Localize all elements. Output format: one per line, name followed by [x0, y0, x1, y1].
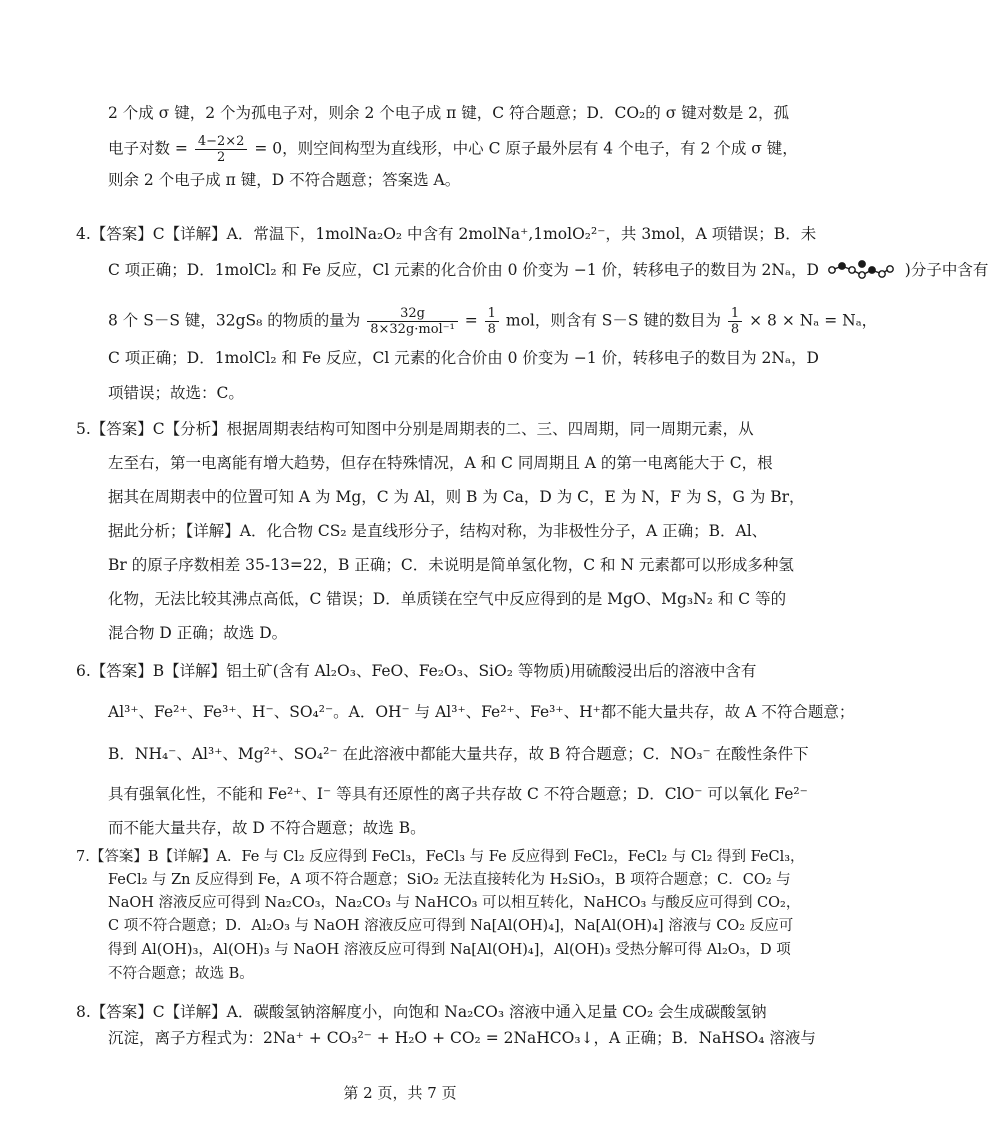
text-line: NaOH 溶液反应可得到 Na₂CO₃，Na₂CO₃ 与 NaHCO₃ 可以相互转化，NaHCO₃ 与酸反应可得到 CO₂， [108, 895, 801, 911]
fraction-denominator: 8 [487, 322, 496, 337]
text-segment: = 0，则空间构型为直线形，中心 C 原子最外层有 4 个电子，有 2 个成 σ 键， [254, 139, 798, 158]
text-line: 具有强氧化性，不能和 Fe²⁺、I⁻ 等具有还原性的离子共存故 C 不符合题意；D．ClO⁻ 可以氧化 Fe²⁻ [108, 785, 808, 803]
fraction-numerator: 4−2×2 [195, 134, 248, 150]
text-line: 混合物 D 正确；故选 D。 [108, 624, 288, 642]
text-line: 据其在周期表中的位置可知 A 为 Mg，C 为 Al，则 B 为 Ca，D 为 C，E 为 N，F 为 S，G 为 Br， [108, 488, 805, 506]
text-line: 4.【答案】C【详解】A．常温下，1molNa₂O₂ 中含有 2molNa⁺,1molO₂²⁻，共 3mol，A 项错误；B．未 [76, 225, 817, 243]
fraction [728, 306, 742, 337]
text-segment: C 项正确；D．1molCl₂ 和 Fe 反应，Cl 元素的化合价由 0 价变为 −1 价，转移电子的数目为 2Nₐ，D [108, 261, 819, 279]
text-line: Al³⁺、Fe²⁺、Fe³⁺、H⁻、SO₄²⁻。A．OH⁻ 与 Al³⁺、Fe²⁺、Fe³⁺、H⁺都不能大量共存，故 A 不符合题意； [108, 703, 855, 721]
text-line: 化物，无法比较其沸点高低，C 错误；D．单质镁在空气中反应得到的是 MgO、Mg₃N₂ 和 C 等的 [108, 590, 787, 608]
text-line: FeCl₂ 与 Zn 反应得到 Fe，A 项不符合题意；SiO₂ 无法直接转化为 H₂SiO₃，B 项符合题意；C．CO₂ 与 [108, 872, 791, 888]
text-line: C 项正确；D．1molCl₂ 和 Fe 反应，Cl 元素的化合价由 0 价变为 −1 价，转移电子的数目为 2Nₐ，D [108, 349, 819, 367]
text-line [0, 306, 878, 337]
fraction-numerator: 1 [728, 306, 742, 322]
fraction [485, 306, 499, 337]
text-line: 不符合题意；故选 B。 [108, 966, 254, 982]
text-line: 得到 Al(OH)₃，Al(OH)₃ 与 NaOH 溶液反应可得到 Na[Al(OH)₄]，Al(OH)₃ 受热分解可得 Al₂O₃，D 项 [108, 942, 791, 958]
text-line: B．NH₄⁻、Al³⁺、Mg²⁺、SO₄²⁻ 在此溶液中都能大量共存，故 B 符合题意；C．NO₃⁻ 在酸性条件下 [108, 745, 809, 763]
text-segment: 电子对数 = [108, 139, 193, 158]
fraction [367, 306, 458, 337]
text-line: Br 的原子序数相差 35-13=22，B 正确；C．未说明是简单氢化物，C 和 N 元素都可以形成多种氢 [108, 556, 794, 574]
page-footer: 第 2 页，共 7 页 [343, 1084, 457, 1102]
text-segment: 8 个 S－S 键，32gS₈ 的物质的量为 [108, 311, 361, 330]
text-line: 项错误；故选：C。 [108, 384, 244, 402]
text-line: 8.【答案】C【详解】A．碳酸氢钠溶解度小，向饱和 Na₂CO₃ 溶液中通入足量 CO₂ 会生成碳酸氢钠 [76, 1003, 767, 1021]
text-line: 左至右，第一电离能有增大趋势，但存在特殊情况，A 和 C 同周期且 A 的第一电离能大于 C，根 [108, 454, 773, 472]
text-segment: = [464, 311, 478, 330]
text-line: 2 个成 σ 键，2 个为孤电子对，则余 2 个电子成 π 键，C 符合题意；D．CO₂的 σ 键对数是 2，孤 [108, 104, 789, 122]
fraction-denominator: 8×32g·mol⁻¹ [370, 322, 455, 337]
text-line: C 项不符合题意；D．Al₂O₃ 与 NaOH 溶液反应可得到 Na[Al(OH)₄]，Na[Al(OH)₄] 溶液与 CO₂ 反应可 [108, 918, 794, 934]
text-line [0, 260, 988, 282]
text-line: 沉淀，离子方程式为：2Na⁺ + CO₃²⁻ + H₂O + CO₂ = 2NaHCO₃↓，A 正确；B．NaHSO₄ 溶液与 [108, 1029, 816, 1047]
text-line: 5.【答案】C【分析】根据周期表结构可知图中分别是周期表的二、三、四周期，同一周期元素，从 [76, 420, 754, 438]
fraction-denominator: 2 [217, 150, 226, 165]
text-line: 7.【答案】B【详解】A．Fe 与 Cl₂ 反应得到 FeCl₃，FeCl₃ 与 Fe 反应得到 FeCl₂，FeCl₂ 与 Cl₂ 得到 FeCl₃， [76, 849, 805, 865]
text-line: 6.【答案】B【详解】铝土矿(含有 Al₂O₃、FeO、Fe₂O₃、SiO₂ 等物质)用硫酸浸出后的溶液中含有 [76, 662, 757, 680]
fraction-numerator: 1 [485, 306, 499, 322]
text-segment: )分子中含有 [904, 261, 988, 279]
text-line: 则余 2 个电子成 π 键，D 不符合题意；答案选 A。 [108, 171, 461, 189]
s8-molecule-icon [826, 260, 898, 282]
fraction [195, 134, 248, 165]
fraction-denominator: 8 [730, 322, 740, 337]
text-segment: × 8 × Nₐ = Nₐ， [749, 311, 878, 330]
text-line: 据此分析；【详解】A．化合物 CS₂ 是直线形分子，结构对称，为非极性分子，A 正确；B．Al、 [108, 522, 768, 540]
text-segment: mol，则含有 S－S 键的数目为 [505, 311, 721, 330]
text-line [0, 134, 800, 165]
fraction-numerator: 32g [367, 306, 458, 322]
text-line: 而不能大量共存，故 D 不符合题意；故选 B。 [108, 819, 426, 837]
